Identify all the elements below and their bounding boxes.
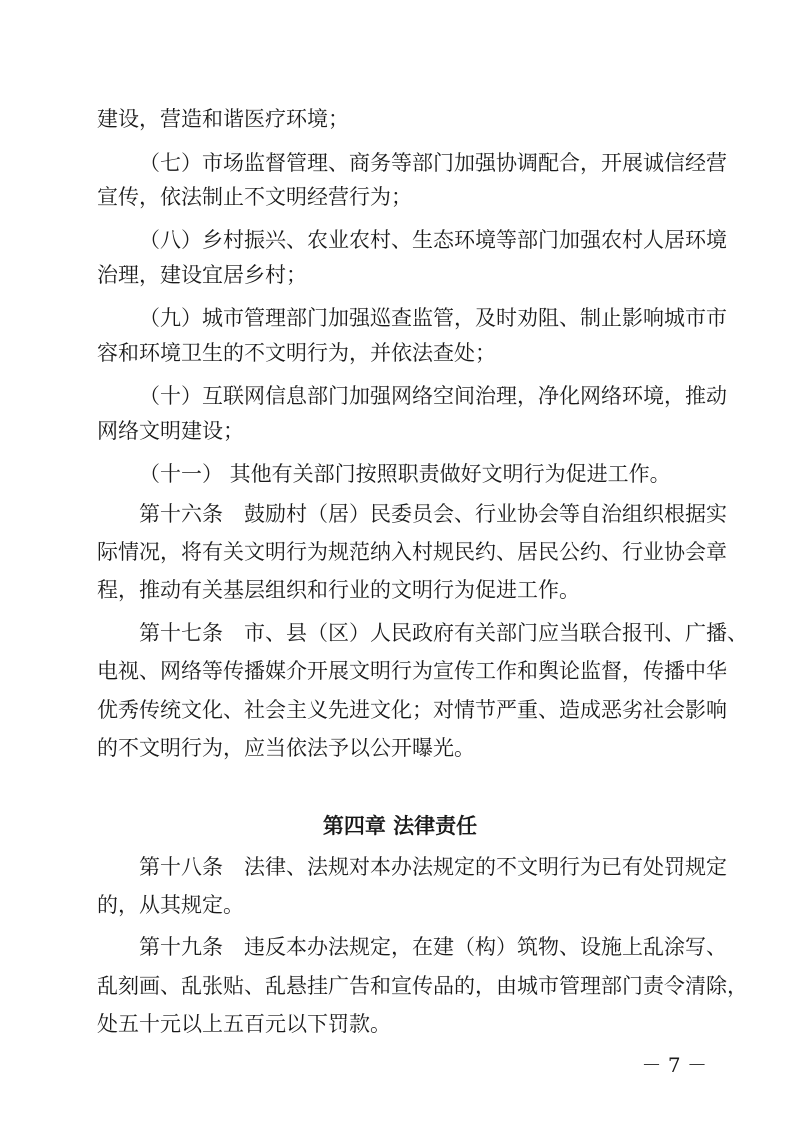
page-number: － 7 － bbox=[641, 1053, 707, 1077]
text-line: 第十六条 鼓励村（居）民委员会、行业协会等自治组织根据实 bbox=[139, 502, 727, 526]
text-line: 网络文明建设； bbox=[97, 419, 244, 443]
text-line: 治理，建设宜居乡村； bbox=[97, 263, 307, 287]
chapter-heading: 第四章 法律责任 bbox=[322, 814, 478, 838]
text-line: 程，推动有关基层组织和行业的文明行为促进工作。 bbox=[97, 578, 580, 602]
text-line: 的不文明行为，应当依法予以公开曝光。 bbox=[97, 736, 475, 760]
text-line: 第十八条 法律、法规对本办法规定的不文明行为已有处罚规定 bbox=[139, 855, 727, 879]
text-line: 乱刻画、乱张贴、乱悬挂广告和宣传品的，由城市管理部门责令清除， bbox=[97, 974, 748, 998]
text-line: 的，从其规定。 bbox=[97, 893, 244, 917]
text-line: （十）互联网信息部门加强网络空间治理，净化网络环境，推动 bbox=[139, 384, 727, 408]
text-line: （八）乡村振兴、农业农村、生态环境等部门加强农村人居环境 bbox=[139, 228, 727, 252]
text-line: 际情况，将有关文明行为规范纳入村规民约、居民公约、行业协会章 bbox=[97, 540, 727, 564]
text-line: （九）城市管理部门加强巡查监管，及时劝阻、制止影响城市市 bbox=[139, 306, 727, 330]
text-line: （十一） 其他有关部门按照职责做好文明行为促进工作。 bbox=[139, 462, 671, 486]
text-line: 容和环境卫生的不文明行为，并依法查处； bbox=[97, 341, 496, 365]
text-line: 第十九条 违反本办法规定，在建（构）筑物、设施上乱涂写、 bbox=[139, 935, 727, 959]
text-line: 处五十元以上五百元以下罚款。 bbox=[97, 1012, 391, 1036]
text-line: 第十七条 市、县（区）人民政府有关部门应当联合报刊、广播、 bbox=[139, 621, 748, 645]
text-line: 电视、网络等传播媒介开展文明行为宣传工作和舆论监督，传播中华 bbox=[97, 659, 727, 683]
text-line: （七）市场监督管理、商务等部门加强协调配合，开展诚信经营 bbox=[139, 151, 727, 175]
text-line: 优秀传统文化、社会主义先进文化；对情节严重、造成恶劣社会影响 bbox=[97, 698, 727, 722]
text-line: 宣传，依法制止不文明经营行为； bbox=[97, 185, 412, 209]
text-line: 建设，营造和谐医疗环境； bbox=[97, 107, 349, 131]
